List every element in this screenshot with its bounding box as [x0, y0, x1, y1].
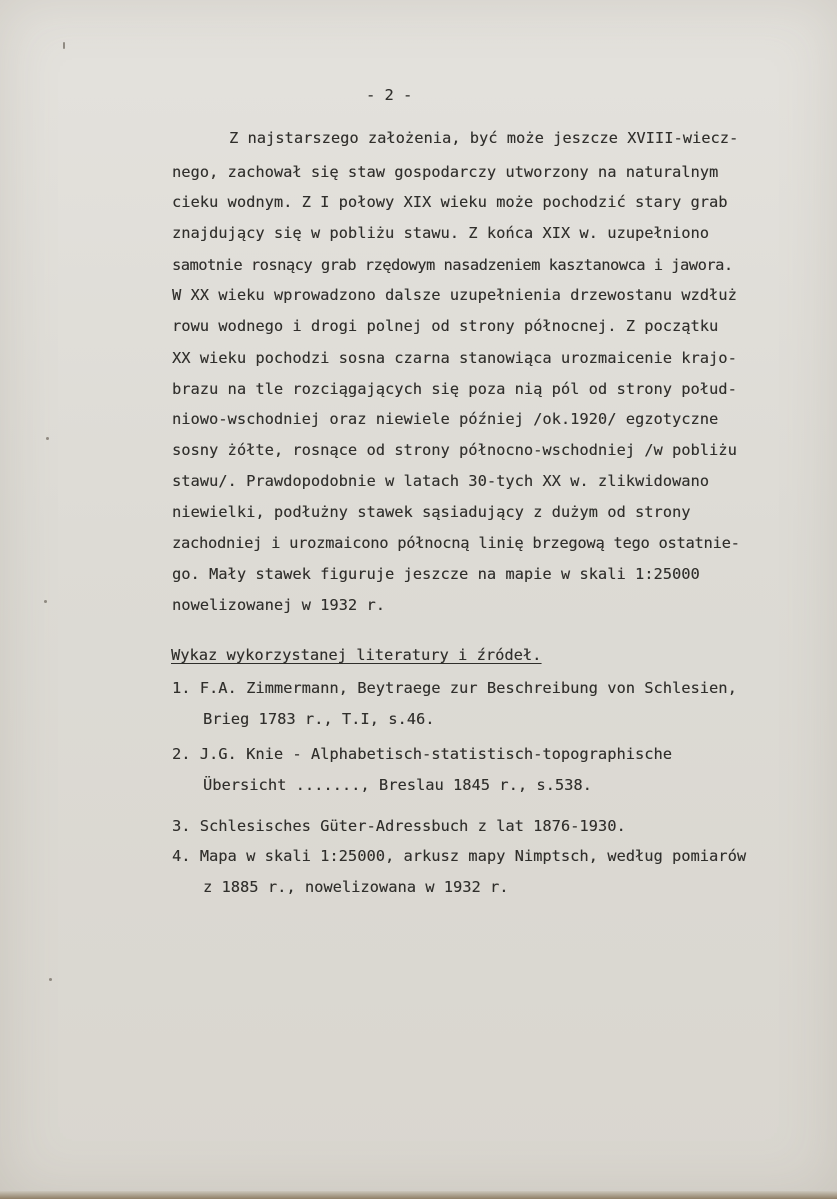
paragraph-line: zachodniej i urozmaicono północną linię brzegową tego ostatnie-	[172, 534, 740, 552]
paper-speck	[44, 600, 47, 603]
paragraph-line: sosny żółte, rosnące od strony północno-wschodniej /w pobliżu	[172, 441, 737, 459]
page-number: - 2 -	[366, 86, 413, 104]
paragraph-line: znajdujący się w pobliżu stawu. Z końca XIX w. uzupełniono	[172, 224, 710, 242]
paper-mark	[63, 42, 65, 49]
paragraph-line: stawu/. Prawdopodobnie w latach 30-tych XX w. zlikwidowano	[172, 472, 710, 490]
reference-item-2-continued: Übersicht ......., Breslau 1845 r., s.538.	[203, 776, 592, 794]
paper-speck	[49, 978, 52, 981]
paragraph-line: W XX wieku wprowadzono dalsze uzupełnienia drzewostanu wzdłuż	[172, 286, 737, 304]
paragraph-line: XX wieku pochodzi sosna czarna stanowiąca urozmaicenie krajo-	[172, 349, 737, 367]
reference-item-4-continued: z 1885 r., nowelizowana w 1932 r.	[203, 878, 509, 896]
paragraph-line: rowu wodnego i drogi polnej od strony północnej. Z początku	[172, 317, 719, 335]
paragraph-line: brazu na tle rozciągających się poza nią pól od strony połud-	[172, 380, 737, 398]
reference-item-2: 2. J.G. Knie - Alphabetisch-statistisch-topographische	[172, 745, 673, 763]
paragraph-line: nego, zachował się staw gospodarczy utworzony na naturalnym	[172, 163, 719, 181]
reference-item-1: 1. F.A. Zimmermann, Beytraege zur Beschreibung von Schlesien,	[172, 679, 737, 697]
paper-speck	[46, 437, 49, 440]
paragraph-line: niowo-wschodniej oraz niewiele później /ok.1920/ egzotyczne	[172, 410, 719, 428]
references-heading: Wykaz wykorzystanej literatury i źródeł.	[171, 646, 542, 664]
paragraph-line: Z najstarszego założenia, być może jeszcze XVIII-wiecz-	[229, 129, 739, 147]
reference-item-4: 4. Mapa w skali 1:25000, arkusz mapy Nimptsch, według pomiarów	[172, 847, 747, 865]
paragraph-line: cieku wodnym. Z I połowy XIX wieku może pochodzić stary grab	[172, 193, 728, 211]
paragraph-line: go. Mały stawek figuruje jeszcze na mapie w skali 1:25000	[172, 565, 700, 583]
paper-bottom-edge	[0, 1191, 837, 1199]
paragraph-line: nowelizowanej w 1932 r.	[172, 596, 385, 614]
paragraph-line: niewielki, podłużny stawek sąsiadujący z dużym od strony	[172, 503, 691, 521]
reference-item-3: 3. Schlesisches Güter-Adressbuch z lat 1876-1930.	[172, 817, 626, 835]
reference-item-1-continued: Brieg 1783 r., T.I, s.46.	[203, 710, 435, 728]
paragraph-line: samotnie rosnący grab rzędowym nasadzeniem kasztanowca i jawora.	[172, 256, 733, 274]
